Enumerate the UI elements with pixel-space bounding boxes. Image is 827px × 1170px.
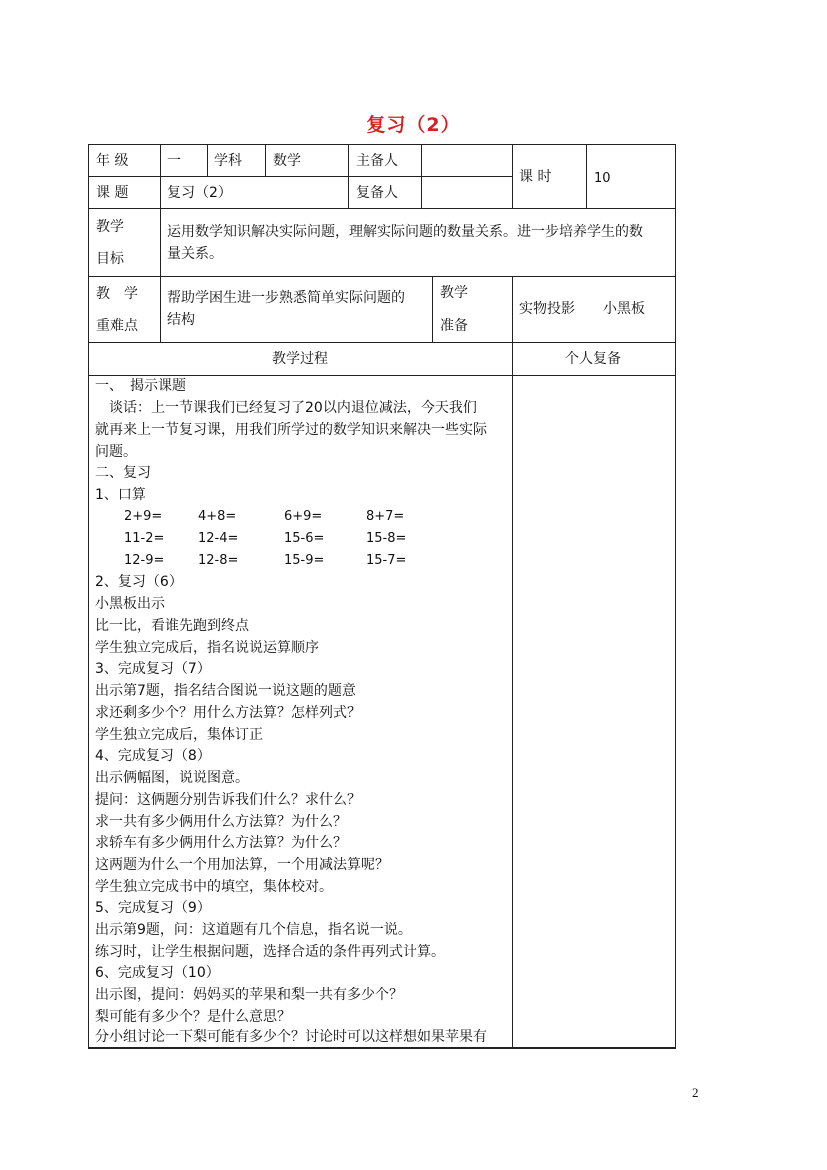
topic-label: 课 题: [96, 185, 129, 201]
goal-label: 教学: [96, 219, 124, 235]
section-2-heading: 二、复习: [95, 465, 151, 481]
process-heading: 教学过程: [272, 351, 328, 367]
period-label: 课 时: [519, 169, 552, 185]
grade-value: 一: [167, 153, 181, 169]
calc-item: 6+9=: [284, 509, 323, 524]
body-line: 出示第7题，指名结合图说一说这题的题意: [95, 683, 356, 699]
focus-text-2: 结构: [167, 312, 195, 328]
body-line: 求轿车有多少俩用什么方法算？为什么？: [95, 835, 347, 851]
item-heading: 2、复习（6）: [95, 574, 183, 590]
calc-item: 12-4=: [198, 531, 239, 546]
section-1-heading: 一、 揭示课题: [95, 378, 186, 394]
goal-label-2: 目标: [96, 251, 124, 267]
prep-label-2: 准备: [440, 318, 468, 334]
prep-value: 实物投影 小黑板: [519, 301, 645, 317]
personal-heading: 个人复备: [565, 351, 621, 367]
co-preparer-label: 复备人: [356, 185, 398, 201]
calc-item: 15-6=: [284, 531, 325, 546]
topic-value: 复习（2）: [167, 185, 232, 201]
calc-item: 11-2=: [124, 531, 165, 546]
focus-label: 教 学: [96, 286, 138, 302]
body-line: 学生独立完成书中的填空，集体校对。: [95, 879, 333, 895]
goal-text-2: 量关系。: [167, 246, 223, 262]
calc-item: 15-9=: [284, 553, 325, 568]
body-line: 问题。: [95, 444, 137, 460]
grade-label: 年 级: [96, 153, 129, 169]
subject-label: 学科: [214, 153, 242, 169]
item-heading: 4、完成复习（8）: [95, 748, 211, 764]
calc-item: 15-8=: [366, 531, 407, 546]
focus-label-2: 重难点: [96, 318, 138, 334]
calc-item: 8+7=: [366, 509, 405, 524]
body-line: 出示第9题，问：这道题有几个信息，指名说一说。: [95, 922, 412, 938]
body-line: 梨可能有多少个？是什么意思？: [95, 1009, 291, 1025]
body-line: 分小组讨论一下梨可能有多少个？讨论时可以这样想如果苹果有: [95, 1029, 487, 1045]
page-title: 复习（2）: [366, 114, 461, 136]
item-heading: 6、完成复习（10）: [95, 965, 220, 981]
item-heading: 5、完成复习（9）: [95, 900, 211, 916]
preparer-label: 主备人: [356, 153, 398, 169]
focus-text: 帮助学困生进一步熟悉简单实际问题的: [167, 290, 405, 306]
period-value: 10: [594, 171, 611, 186]
subject-value: 数学: [273, 153, 301, 169]
body-line: 就再来上一节复习课，用我们所学过的数学知识来解决一些实际: [95, 422, 487, 438]
body-line: 学生独立完成后，指名说说运算顺序: [95, 640, 319, 656]
body-line: 比一比，看谁先跑到终点: [95, 618, 249, 634]
body-line: 这两题为什么一个用加法算，一个用减法算呢？: [95, 857, 389, 873]
calc-item: 15-7=: [366, 553, 407, 568]
calc-item: 4+8=: [198, 509, 237, 524]
body-line: 出示俩幅图，说说图意。: [95, 770, 249, 786]
body-line: 练习时，让学生根据问题，选择合适的条件再列式计算。: [95, 944, 445, 960]
goal-text: 运用数学知识解决实际问题，理解实际问题的数量关系。进一步培养学生的数: [167, 224, 643, 240]
calc-item: 12-8=: [198, 553, 239, 568]
prep-label: 教学: [440, 285, 468, 301]
body-line: 提问：这俩题分别告诉我们什么？求什么？: [95, 792, 361, 808]
calc-item: 12-9=: [124, 553, 165, 568]
body-line: 学生独立完成后，集体订正: [95, 727, 263, 743]
body-line: 求一共有多少俩用什么方法算？为什么？: [95, 814, 347, 830]
item-heading: 3、完成复习（7）: [95, 661, 211, 677]
body-line: 谈话：上一节课我们已经复习了20以内退位减法，今天我们: [95, 400, 477, 416]
item-heading: 1、口算: [95, 487, 146, 503]
calc-item: 2+9=: [124, 509, 163, 524]
page-number: 2: [692, 1085, 699, 1100]
body-line: 小黑板出示: [95, 596, 165, 612]
body-line: 出示图，提问：妈妈买的苹果和梨一共有多少个？: [95, 987, 403, 1003]
body-line: 求还剩多少个？用什么方法算？怎样列式？: [95, 705, 361, 721]
